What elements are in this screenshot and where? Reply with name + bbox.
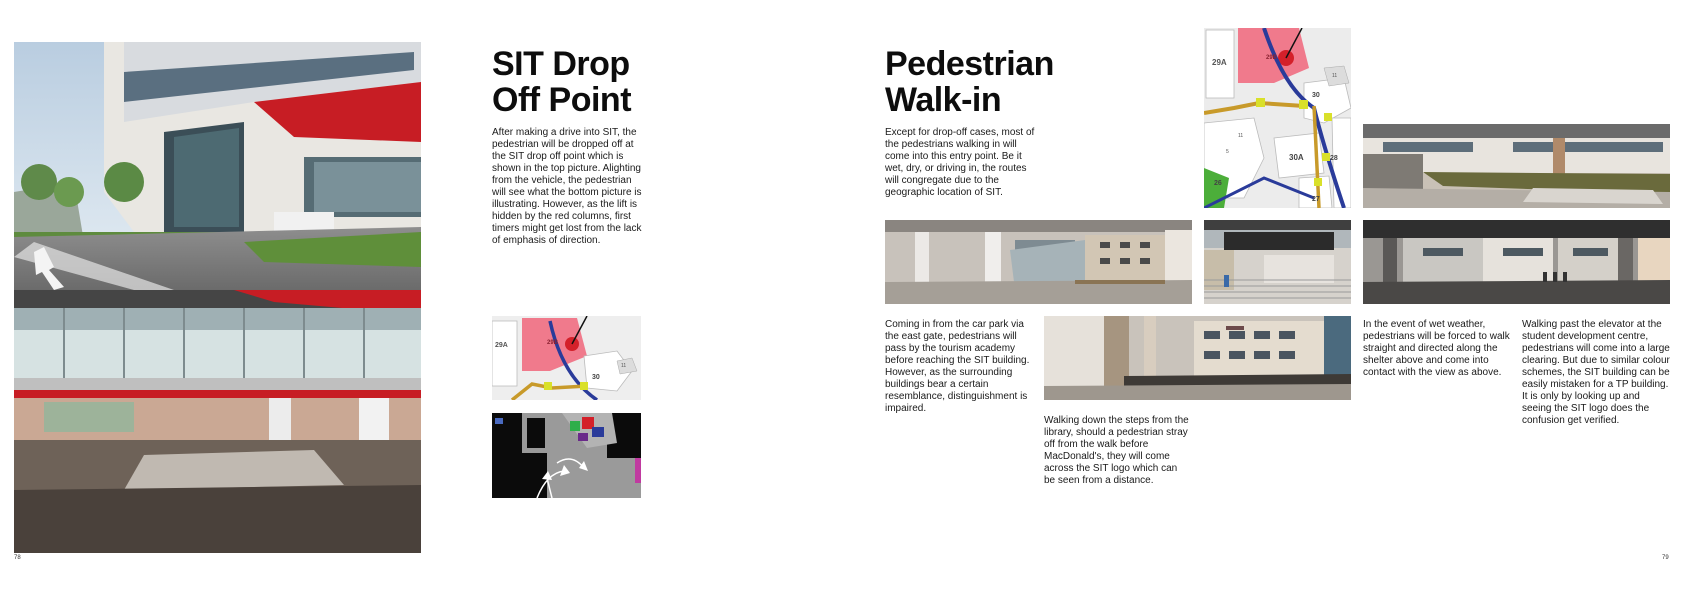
map-label-29a: 29A [1212,58,1227,67]
drop-off-map [492,316,641,400]
drop-off-interior-photo [14,290,421,553]
east-gate-caption: Coming in from the car park via the east gate, pedestrians will pass by the tourism academy before reaching the SIT building. However, as the surrounding buildings bear a certain resemblance, distinguishment is impaired. [885,319,1030,414]
map-label-30a: 30A [1289,153,1304,162]
shelter-photo [1363,220,1670,304]
page-number-left: 78 [14,555,21,561]
courtyard-photo [1363,124,1670,208]
map-label-30: 30 [1312,92,1320,99]
map-label-26: 26 [1214,180,1222,187]
drop-off-title [492,46,692,118]
map-label-29b: 29B [547,340,559,346]
walk-in-map [1204,28,1351,208]
map-label-11: 11 [621,363,627,369]
elevator-caption: Walking past the elevator at the student development centre, pedestrians will come into a large clearing. But due to similar colour schemes, the SIT building can be easily mistaken for a TP building. It is only by looking up and seeing the SIT logo does the confusion get verified. [1522,319,1670,426]
drop-off-body-text: After making a drive into SIT, the pedestrian will be dropped off at the SIT drop off point which is shown in the top picture. Alighting from the vehicle, the pedestrian will see what the bottom picture is illustrating. However, as the lift is hidden by the red columns, first timers might get lost from the lack of emphasis of direction. [492,127,642,246]
library-caption: Walking down the steps from the library, should a pedestrian stray off from the walk before MacDonald's, they will come across the SIT logo which can be seen from a distance. [1044,415,1189,486]
page-number-right: 79 [1662,555,1669,561]
map-label-5: 5 [1226,149,1229,155]
title-line-1: SIT Drop [492,45,630,83]
library-steps-photo [1204,220,1351,304]
map-label-11b: 11 [1238,133,1244,139]
map-label-30: 30 [592,374,600,381]
walk-in-title [885,46,1105,118]
walk-in-intro-text: Except for drop-off cases, most of the pedestrians walking in will come into this entry point. Be it wet, dry, or driving in, the routes will congregate due to the geographic location of SIT. [885,127,1035,198]
map-label-11: 11 [1332,73,1338,79]
map-label-29a: 29A [495,342,508,349]
title-line-2: Off Point [492,81,632,119]
wet-weather-caption: In the event of wet weather, pedestrians will be forced to walk straight and directed along the shelter above and come into contact with the view as above. [1363,319,1510,378]
map-label-27: 27 [1312,196,1320,203]
map-label-28: 28 [1330,155,1338,162]
drop-off-diagram [492,413,641,498]
title-line-2: Walk-in [885,81,1002,119]
map-label-29b: 29B [1266,55,1278,61]
title-line-1: Pedestrian [885,45,1054,83]
sit-logo-building-photo [1044,316,1351,400]
drop-off-exterior-photo [14,42,421,290]
east-gate-photo [885,220,1192,304]
